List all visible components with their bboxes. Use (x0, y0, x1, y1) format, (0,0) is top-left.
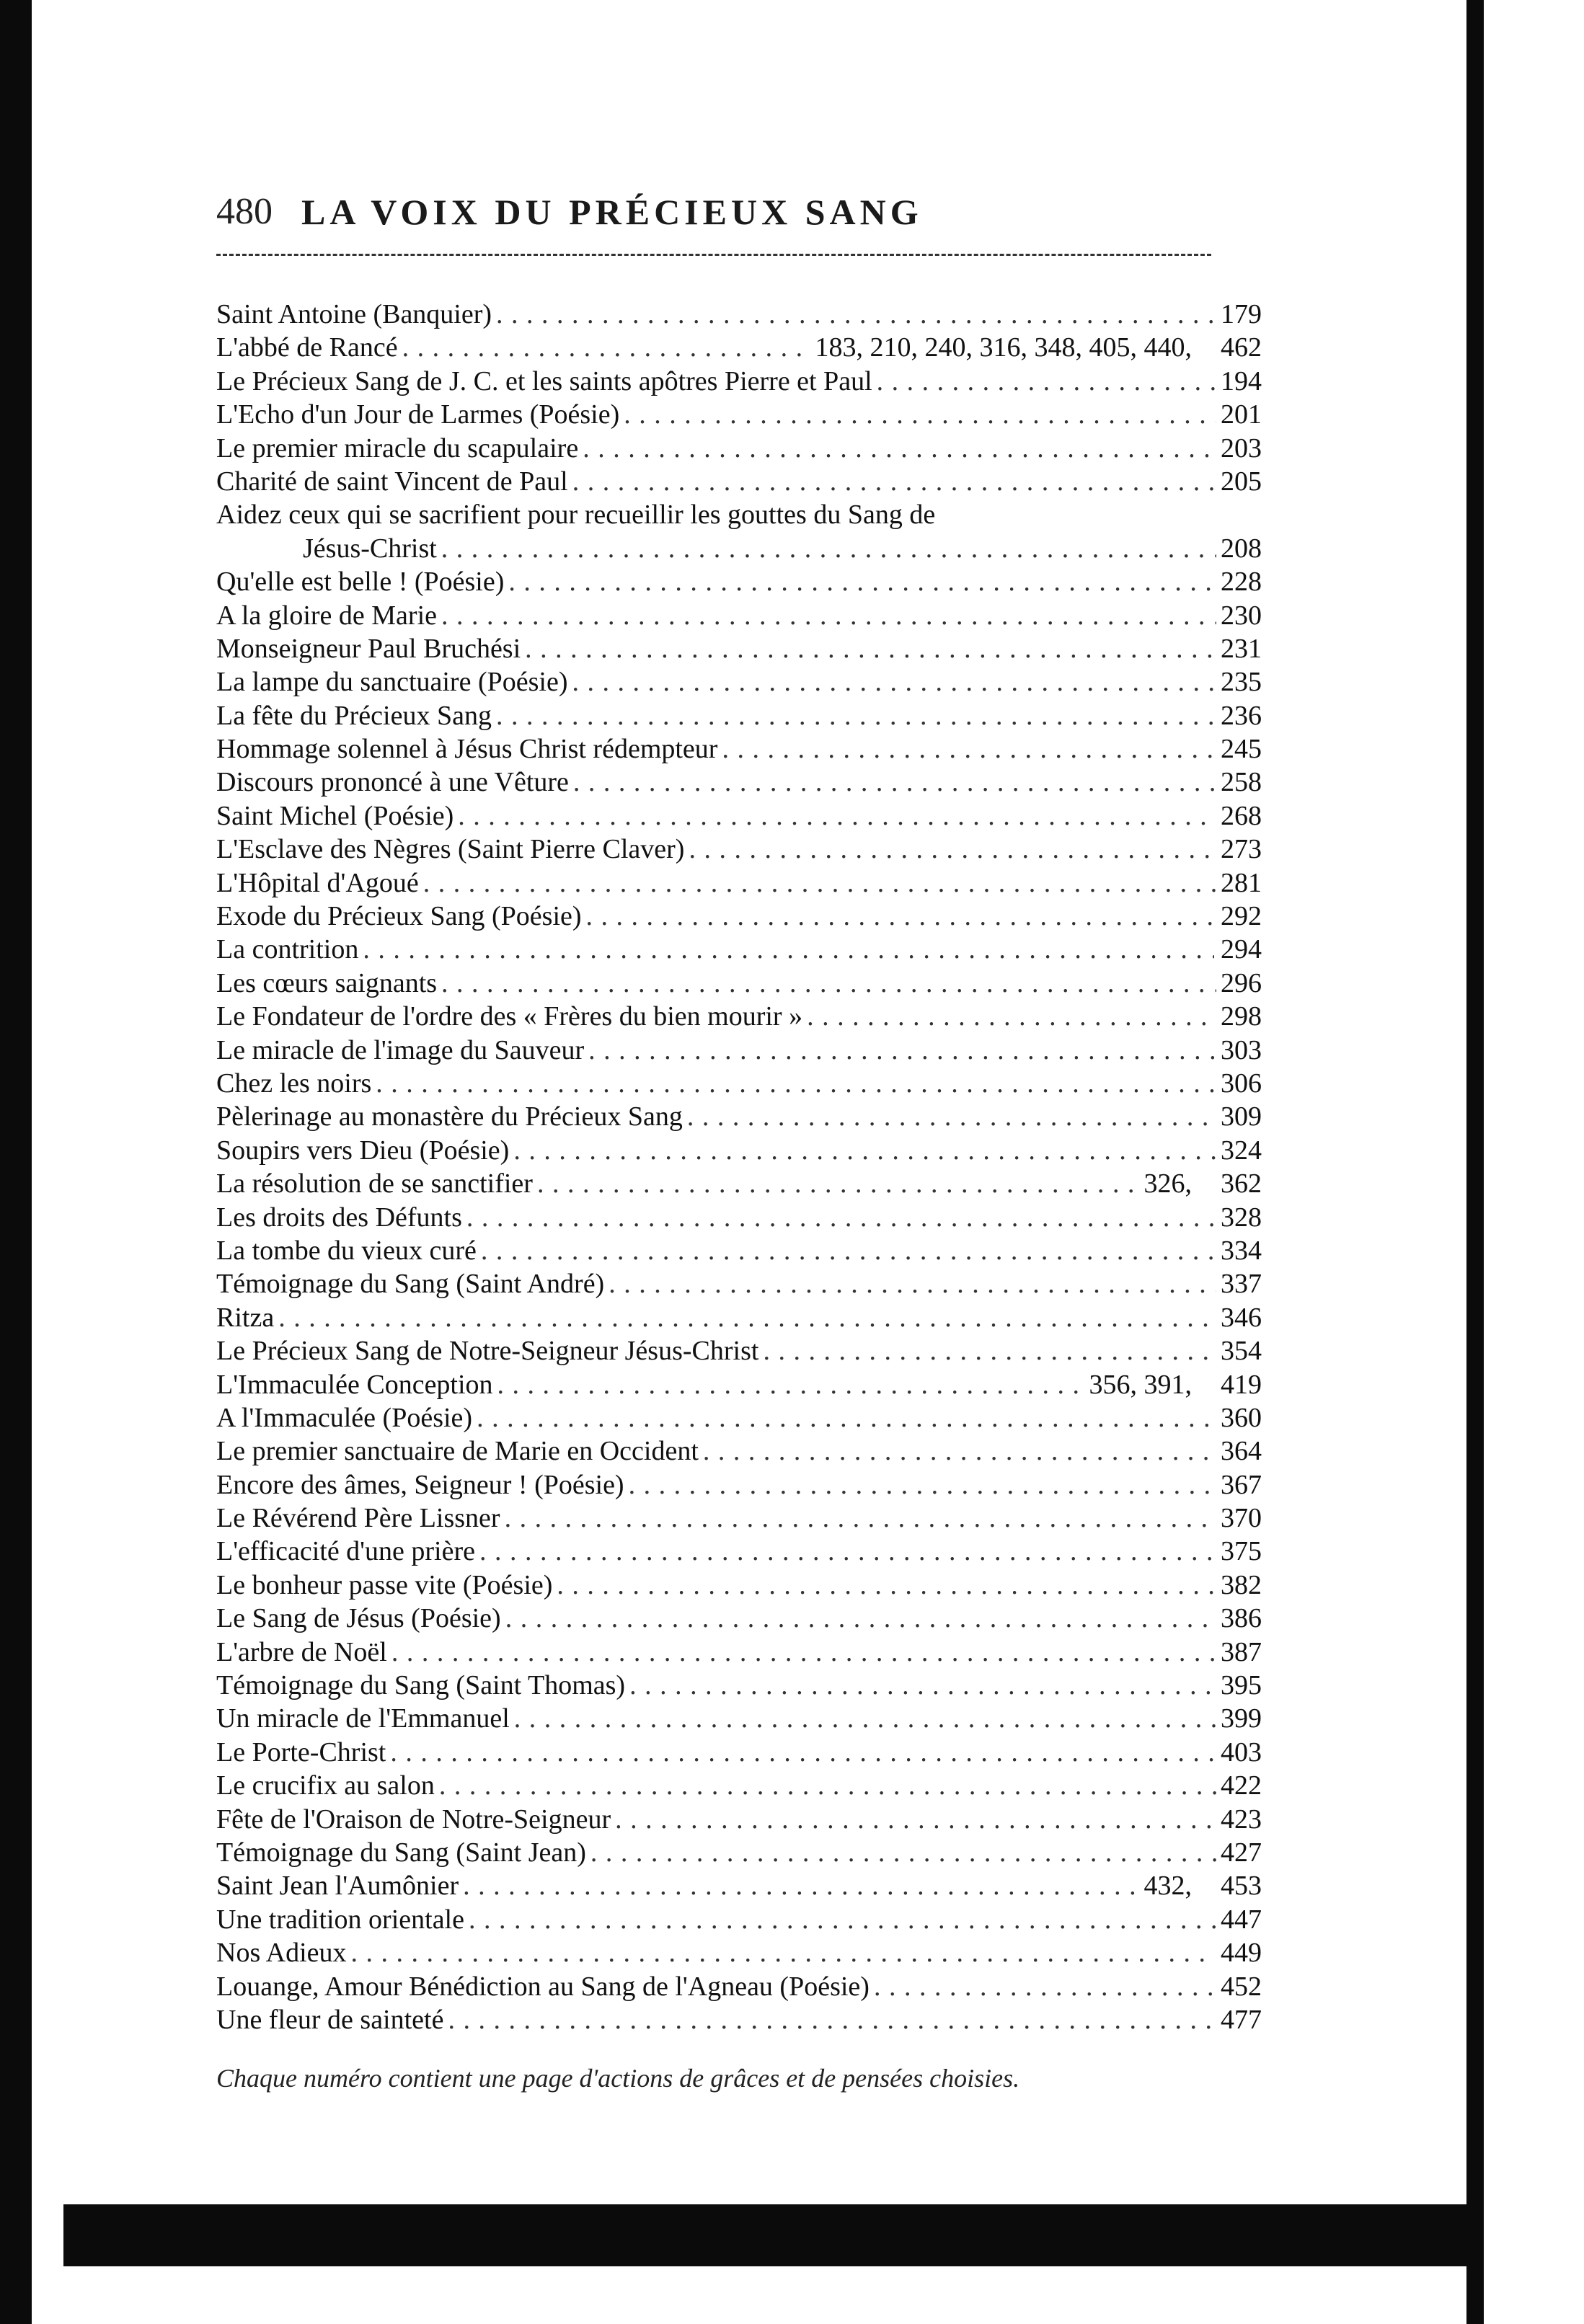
dot-leader (572, 665, 1216, 698)
toc-entry-title: A la gloire de Marie (216, 600, 438, 631)
dot-leader (390, 1736, 1215, 1769)
toc-entry-title: Encore des âmes, Seigneur ! (Poésie) (216, 1469, 624, 1500)
dot-leader (557, 1569, 1216, 1602)
dot-leader (687, 1100, 1216, 1133)
toc-entry-page: 427 (1221, 1837, 1262, 1868)
toc-entry-title: Les cœurs saignants (216, 967, 438, 998)
toc-entry (216, 1636, 1262, 1669)
toc-entry-title: Le Porte-Christ (216, 1737, 386, 1768)
toc-entry-title: Exode du Précieux Sang (Poésie) (216, 901, 582, 932)
toc-entry (216, 498, 1262, 531)
toc-entry (216, 331, 1262, 364)
right-scan-border (1466, 0, 1484, 2324)
toc-entry-title: Saint Michel (Poésie) (216, 800, 454, 831)
toc-entry (216, 1736, 1262, 1769)
toc-entry (216, 632, 1262, 665)
toc-entry (216, 1034, 1262, 1067)
dot-leader (278, 1301, 1210, 1334)
toc-entry-extra-pages: 356, 391, (1089, 1369, 1192, 1400)
toc-entry-title: Fête de l'Oraison de Notre-Seigneur (216, 1804, 611, 1835)
running-title: LA VOIX DU PRÉCIEUX SANG (301, 192, 923, 232)
toc-entry-page: 423 (1221, 1804, 1262, 1835)
toc-entry-title: Une tradition orientale (216, 1904, 464, 1935)
bottom-scan-border (63, 2204, 1466, 2266)
toc-entry (216, 1434, 1262, 1468)
toc-entry-title: L'abbé de Rancé (216, 332, 398, 363)
toc-entry-title: Charité de saint Vincent de Paul (216, 466, 568, 497)
toc-entry-title: Chez les noirs (216, 1068, 372, 1099)
toc-entry-title: Monseigneur Paul Bruchési (216, 633, 521, 664)
dot-leader (722, 732, 1216, 766)
toc-entry-page: 449 (1221, 1938, 1262, 1969)
toc-entry-page: 453 (1221, 1871, 1262, 1902)
toc-entry (216, 1903, 1262, 1936)
dot-leader (586, 900, 1216, 933)
dot-leader (615, 1803, 1216, 1836)
toc-entry-title: L'Esclave des Nègres (Saint Pierre Claver) (216, 834, 685, 865)
toc-entry (216, 933, 1262, 966)
toc-entry-title: Saint Antoine (Banquier) (216, 299, 492, 329)
toc-entry-page: 203 (1221, 433, 1262, 464)
dot-leader (537, 1167, 1140, 1200)
toc-entry (216, 967, 1262, 1000)
page-header (216, 189, 1327, 239)
toc-entry-title: Soupirs vers Dieu (Poésie) (216, 1135, 510, 1166)
toc-entry (216, 1970, 1262, 2003)
dot-leader (481, 1234, 1216, 1267)
dot-leader (763, 1334, 1216, 1367)
dot-leader (624, 398, 1216, 431)
page-number: 480 (216, 191, 273, 232)
toc-entry-title: Le miracle de l'image du Sauveur (216, 1034, 585, 1065)
toc-entry (216, 1000, 1262, 1033)
toc-entry-page: 462 (1221, 332, 1262, 363)
left-scan-border (0, 0, 32, 2324)
dot-leader (703, 1434, 1216, 1468)
toc-entry-page: 346 (1221, 1302, 1262, 1333)
toc-entry (216, 432, 1262, 465)
toc-entry-title: Le Sang de Jésus (Poésie) (216, 1603, 501, 1634)
toc-entry (216, 1769, 1262, 1802)
toc-entry (216, 1468, 1262, 1502)
toc-entry-page: 387 (1221, 1636, 1262, 1667)
toc-entry-page: 367 (1221, 1469, 1262, 1500)
toc-entry (216, 732, 1262, 766)
toc-entry-page: 337 (1221, 1269, 1262, 1300)
toc-entry-title: Témoignage du Sang (Saint Jean) (216, 1837, 586, 1868)
toc-entry-page: 375 (1221, 1536, 1262, 1567)
toc-entry (216, 833, 1262, 866)
toc-entry-title: Le bonheur passe vite (Poésie) (216, 1569, 553, 1600)
dot-leader (583, 432, 1216, 465)
dot-leader (496, 298, 1216, 331)
dot-leader (629, 1468, 1216, 1502)
toc-entry-page: 334 (1221, 1235, 1262, 1266)
toc-entry (216, 799, 1262, 833)
toc-entry-title: Les droits des Défunts (216, 1202, 462, 1233)
dot-leader (423, 866, 1216, 900)
toc-entry-title: Témoignage du Sang (Saint Thomas) (216, 1670, 626, 1701)
toc-entry-title: Discours prononcé à une Vêture (216, 767, 569, 798)
toc-entry-title: Hommage solennel à Jésus Christ rédempteur (216, 734, 718, 765)
toc-entry-title: L'Immaculée Conception (216, 1369, 493, 1400)
toc-entry (216, 1803, 1262, 1836)
dot-leader (441, 967, 1216, 1000)
toc-entry-title: Le Révérend Père Lissner (216, 1503, 500, 1534)
toc-entry-title: L'Hôpital d'Agoué (216, 867, 419, 898)
dot-leader (469, 1903, 1216, 1936)
toc-entry-page: 360 (1221, 1402, 1262, 1433)
toc-entry-title: L'Echo d'un Jour de Larmes (Poésie) (216, 399, 620, 430)
toc-entry-page: 452 (1221, 1971, 1262, 2002)
dot-leader (629, 1669, 1216, 1702)
table-of-contents (216, 298, 1262, 2036)
toc-entry (216, 1267, 1262, 1300)
dot-leader (351, 1936, 1213, 1969)
toc-entry-title: Louange, Amour Bénédiction au Sang de l'Agneau (Poésie) (216, 1971, 870, 2002)
toc-entry-title: Saint Jean l'Aumônier (216, 1871, 459, 1902)
toc-entry-page: 399 (1221, 1703, 1262, 1734)
toc-entry-page: 386 (1221, 1603, 1262, 1634)
toc-entry (216, 1602, 1262, 1635)
toc-entry-page: 419 (1221, 1369, 1262, 1400)
toc-entry (216, 365, 1262, 398)
toc-entry-page: 447 (1221, 1904, 1262, 1935)
toc-entry-title: Le crucifix au salon (216, 1770, 435, 1801)
toc-entry-extra-pages: 326, (1143, 1168, 1192, 1199)
toc-entry (216, 699, 1262, 732)
dot-leader (466, 1201, 1216, 1234)
toc-entry-page: 324 (1221, 1135, 1262, 1166)
toc-entry-page: 268 (1221, 800, 1262, 831)
toc-entry-page: 235 (1221, 667, 1262, 698)
toc-entry (216, 565, 1262, 598)
toc-entry-page: 179 (1221, 299, 1262, 329)
dot-leader (874, 1970, 1216, 2003)
toc-entry-page: 231 (1221, 633, 1262, 664)
toc-entry (216, 1702, 1262, 1735)
toc-entry (216, 1100, 1262, 1133)
toc-entry (216, 1401, 1262, 1434)
dot-leader (877, 365, 1216, 398)
toc-entry-title: Témoignage du Sang (Saint André) (216, 1269, 605, 1300)
dot-leader (505, 1502, 1216, 1535)
toc-entry-page: 309 (1221, 1101, 1262, 1132)
toc-entry-title: Nos Adieux (216, 1938, 347, 1969)
toc-entry-page: 258 (1221, 767, 1262, 798)
header-rule (216, 254, 1211, 256)
toc-entry-title: Le premier miracle du scapulaire (216, 433, 579, 464)
toc-entry-title: La contrition (216, 934, 359, 965)
toc-entry (216, 1669, 1262, 1702)
toc-entry-title: La résolution de se sanctifier (216, 1168, 533, 1199)
toc-entry-title: Jésus-Christ (303, 533, 437, 564)
toc-entry-title: Ritza (216, 1302, 275, 1333)
toc-entry (216, 1936, 1262, 1969)
toc-entry-page: 205 (1221, 466, 1262, 497)
footnote: Chaque numéro contient une page d'actions de grâces et de pensées choisies. (216, 2064, 1020, 2093)
dot-leader (508, 565, 1216, 598)
toc-entry (216, 665, 1262, 698)
toc-entry (216, 1502, 1262, 1535)
toc-entry-title: La fête du Précieux Sang (216, 700, 492, 731)
toc-entry (216, 1334, 1262, 1367)
toc-entry-page: 362 (1221, 1168, 1262, 1199)
toc-entry-title: Qu'elle est belle ! (Poésie) (216, 567, 505, 598)
toc-entry-page: 306 (1221, 1068, 1262, 1099)
toc-entry (216, 2003, 1262, 2036)
dot-leader (376, 1067, 1214, 1100)
toc-entry-title: La tombe du vieux curé (216, 1235, 477, 1266)
dot-leader (363, 933, 1213, 966)
toc-entry-title: Le Fondateur de l'ordre des « Frères du bien mourir » (216, 1001, 803, 1032)
toc-entry-page: 294 (1221, 934, 1262, 965)
toc-entry-page: 382 (1221, 1569, 1262, 1600)
toc-entry-page: 273 (1221, 834, 1262, 865)
dot-leader (588, 1034, 1216, 1067)
toc-entry (216, 900, 1262, 933)
dot-leader (514, 1702, 1216, 1735)
dot-leader (458, 799, 1216, 833)
toc-entry (216, 465, 1262, 498)
toc-entry-title: A l'Immaculée (Poésie) (216, 1402, 473, 1433)
dot-leader (463, 1869, 1139, 1902)
dot-leader (441, 532, 1216, 565)
toc-entry-page: 422 (1221, 1770, 1262, 1801)
toc-entry (216, 1167, 1262, 1200)
dot-leader (441, 599, 1216, 632)
dot-leader (497, 1368, 1085, 1401)
toc-entry-page: 303 (1221, 1034, 1262, 1065)
toc-entry-title: Aidez ceux qui se sacrifient pour recueillir les gouttes du Sang de (216, 500, 936, 531)
toc-entry-page: 298 (1221, 1001, 1262, 1032)
toc-entry (216, 1201, 1262, 1234)
toc-entry-page: 292 (1221, 901, 1262, 932)
toc-entry-page: 403 (1221, 1737, 1262, 1768)
dot-leader (513, 1134, 1216, 1167)
toc-entry-title: Le Précieux Sang de Notre-Seigneur Jésus-Christ (216, 1336, 759, 1367)
toc-entry (216, 398, 1262, 431)
dot-leader (505, 1602, 1216, 1635)
dot-leader (689, 833, 1216, 866)
toc-entry (216, 1869, 1262, 1902)
toc-entry-title: Un miracle de l'Emmanuel (216, 1703, 510, 1734)
toc-entry (216, 1134, 1262, 1167)
toc-entry-page: 208 (1221, 533, 1262, 564)
toc-entry-page: 364 (1221, 1436, 1262, 1467)
toc-entry-page: 477 (1221, 2004, 1262, 2035)
dot-leader (572, 465, 1216, 498)
toc-entry (216, 1368, 1262, 1401)
toc-entry-page: 228 (1221, 567, 1262, 598)
toc-entry (216, 766, 1262, 799)
toc-entry (216, 1569, 1262, 1602)
dot-leader (448, 2003, 1216, 2036)
toc-entry-extra-pages: 183, 210, 240, 316, 348, 405, 440, (815, 332, 1192, 363)
toc-entry-page: 354 (1221, 1336, 1262, 1367)
toc-entry-title: L'efficacité d'une prière (216, 1536, 475, 1567)
toc-entry-page: 281 (1221, 867, 1262, 898)
toc-entry (216, 1234, 1262, 1267)
toc-entry (216, 1836, 1262, 1869)
toc-entry (216, 298, 1262, 331)
toc-entry-page: 236 (1221, 700, 1262, 731)
toc-entry-title: Le Précieux Sang de J. C. et les saints apôtres Pierre et Paul (216, 365, 872, 396)
toc-entry (216, 1535, 1262, 1568)
toc-entry-page: 370 (1221, 1503, 1262, 1534)
toc-entry-title: L'arbre de Noël (216, 1636, 387, 1667)
dot-leader (525, 632, 1216, 665)
dot-leader (402, 331, 811, 364)
dot-leader (590, 1836, 1216, 1869)
toc-entry (216, 866, 1262, 900)
dot-leader (496, 699, 1216, 732)
toc-entry (216, 1067, 1262, 1100)
dot-leader (573, 766, 1216, 799)
toc-entry-extra-pages: 432, (1143, 1871, 1192, 1902)
toc-entry (216, 1301, 1262, 1334)
dot-leader (391, 1636, 1216, 1669)
toc-entry-title: Pèlerinage au monastère du Précieux Sang (216, 1101, 683, 1132)
toc-entry-title: Le premier sanctuaire de Marie en Occident (216, 1436, 699, 1467)
toc-entry-page: 245 (1221, 734, 1262, 765)
toc-entry-page: 395 (1221, 1670, 1262, 1701)
toc-entry (216, 532, 1262, 565)
toc-entry-page: 328 (1221, 1202, 1262, 1233)
toc-entry-title: La lampe du sanctuaire (Poésie) (216, 667, 568, 698)
toc-entry-page: 194 (1221, 365, 1262, 396)
dot-leader (479, 1535, 1216, 1568)
dot-leader (439, 1769, 1216, 1802)
toc-entry-page: 201 (1221, 399, 1262, 430)
toc-entry (216, 599, 1262, 632)
dot-leader (807, 1000, 1216, 1033)
dot-leader (477, 1401, 1216, 1434)
toc-entry-title: Une fleur de sainteté (216, 2004, 444, 2035)
toc-entry-page: 230 (1221, 600, 1262, 631)
dot-leader (609, 1267, 1216, 1300)
toc-entry-page: 296 (1221, 967, 1262, 998)
